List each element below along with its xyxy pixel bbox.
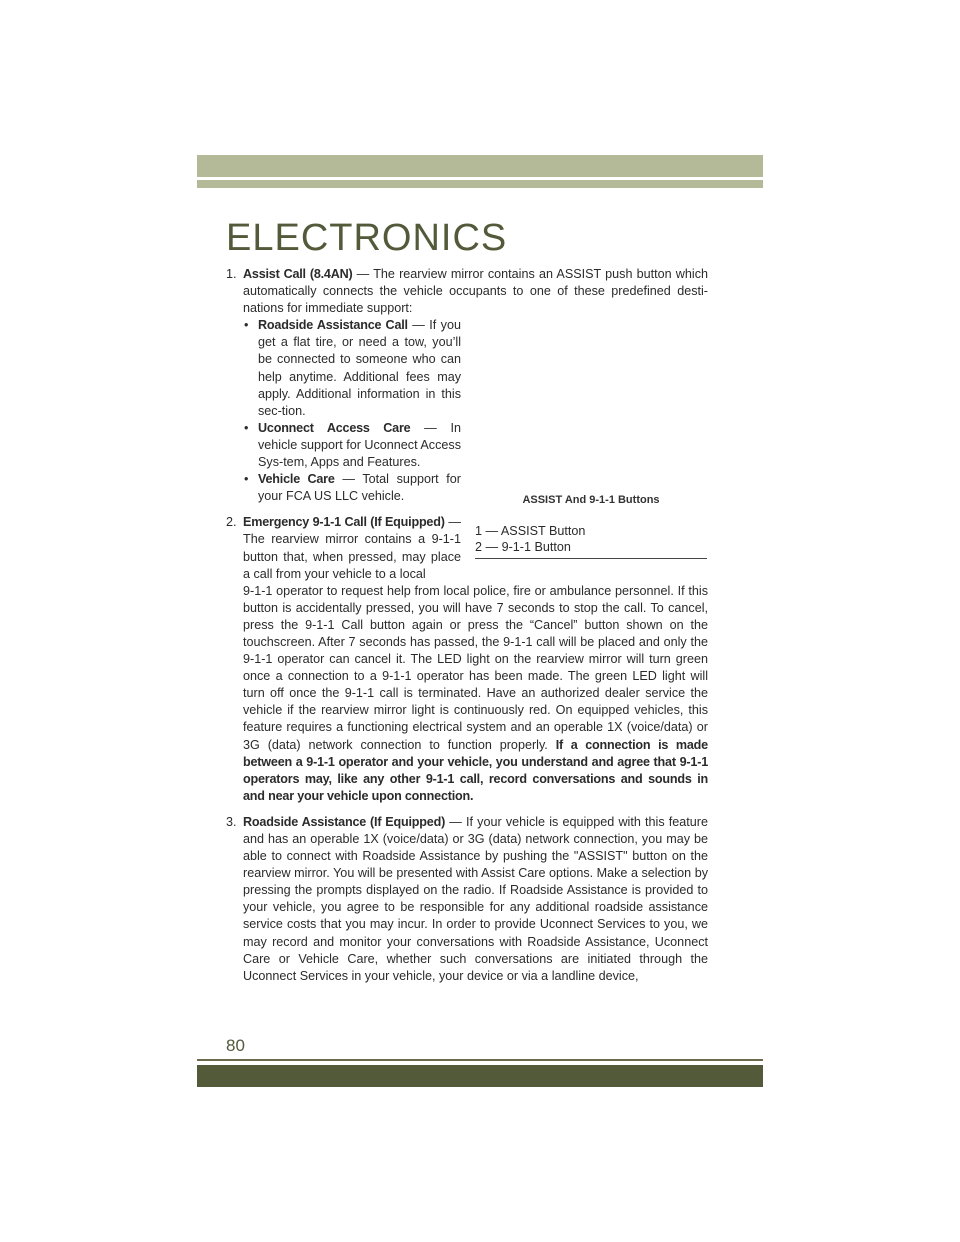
bullet: • [244, 318, 249, 333]
item-number: 3. [226, 814, 237, 829]
footer-line [197, 1059, 763, 1061]
figure-legend [475, 523, 707, 559]
item-title: Assist Call (8.4AN) [243, 267, 353, 281]
header-band [197, 155, 763, 177]
sub-item-title: Vehicle Care [258, 472, 335, 487]
list-item-assist-call [226, 266, 708, 317]
bullet: • [244, 472, 249, 487]
item-text: — The rearview mirror contains a 9-1-1 button that, when pressed, may place a call from your vehicle to a local [243, 515, 461, 581]
sub-item-uconnect-care [226, 420, 461, 471]
section-title: ELECTRONICS [226, 217, 508, 260]
sub-item-title: Uconnect Access Care [258, 420, 411, 435]
footer-band [197, 1065, 763, 1087]
sub-item-text: — In vehicle support for Uconnect Access Sys-tem, Apps and Features. [258, 420, 462, 470]
item-text: — If your vehicle is equipped with this feature and has an operable 1X (voice/data) or 3G (data) network connection, you may be able to connect with Roadside Assistance by pushing the "ASSIST" button on the rearview mirror. You will be presented with Assist Care options. Make a selection by pressing the prompts displayed on the radio. If Roadside Assistance is provided to your vehicle, you agree to be responsible for any additional roadside assistance service costs that you may incur. In order to provide Uconnect Services to you, we may record and monitor your conversations with Roadside Assistance, Uconnect Care or Vehicle Care, whether such conversations are initiated through the Uconnect Services in your vehicle, your device or via a landline device, [243, 814, 708, 983]
item-text-wide [243, 583, 708, 805]
item-title: Roadside Assistance (If Equipped) [243, 814, 446, 829]
figure [475, 494, 707, 559]
sub-item-vehicle-care [226, 471, 461, 505]
item-number: 2. [226, 515, 237, 530]
item-number: 1. [226, 267, 237, 281]
page-content [226, 266, 708, 985]
item-text-narrow [243, 514, 461, 582]
sub-item-text: — If you get a flat tire, or need a tow, you’ll be connected to someone who can help anytime. Additional fees may apply. Additional information in this sec-tion. [258, 318, 461, 418]
header-band-thin [197, 180, 763, 188]
item-text: — The rearview mirror contains an ASSIST push button which automatically connects the vehicle occupants to one of these predefined desti-nations for immediate support: [243, 267, 708, 316]
item-warning: If a connection is made between a 9-1-1 operator and your vehicle, you understand and agree that 9-1-1 operators may, like any other 9-1-1 call, record conversations and sounds in and near your vehicle upon connection. [243, 737, 708, 803]
page-number: 80 [226, 1036, 245, 1055]
sub-item-title: Roadside Assistance Call [258, 318, 408, 333]
legend-item: 2 — 9-1-1 Button [475, 540, 571, 554]
figure-caption: ASSIST And 9-1-1 Buttons [522, 494, 660, 506]
sub-item-text: — Total support for your FCA US LLC vehicle. [258, 472, 462, 504]
sub-item-roadside-call [226, 317, 461, 420]
item-text: 9-1-1 operator to request help from local police, fire or ambulance personnel. If this button is accidentally pressed, you will have 7 seconds to stop the call. To cancel, press the 9-1-1 Call button again or press the “Cancel” button shown on the touchscreen. After 7 seconds has passed, the 9-1-1 call will be placed and only the 9-1-1 operator can cancel it. The LED light on the rearview mirror will turn green once a connection to a 9-1-1 operator has been made. The green LED light will turn off once the 9-1-1 call is terminated. Have an authorized dealer service the vehicle if the rearview mirror light is continuously red. On equipped vehicles, this feature requires a functioning electrical system and an operable 1X (voice/data) or 3G (data) network connection to function properly. [243, 583, 708, 752]
bullet: • [244, 420, 249, 435]
list-item-roadside-assistance [226, 814, 708, 985]
legend-item: 1 — ASSIST Button [475, 524, 586, 538]
item-title: Emergency 9-1-1 Call (If Equipped) [243, 515, 445, 530]
